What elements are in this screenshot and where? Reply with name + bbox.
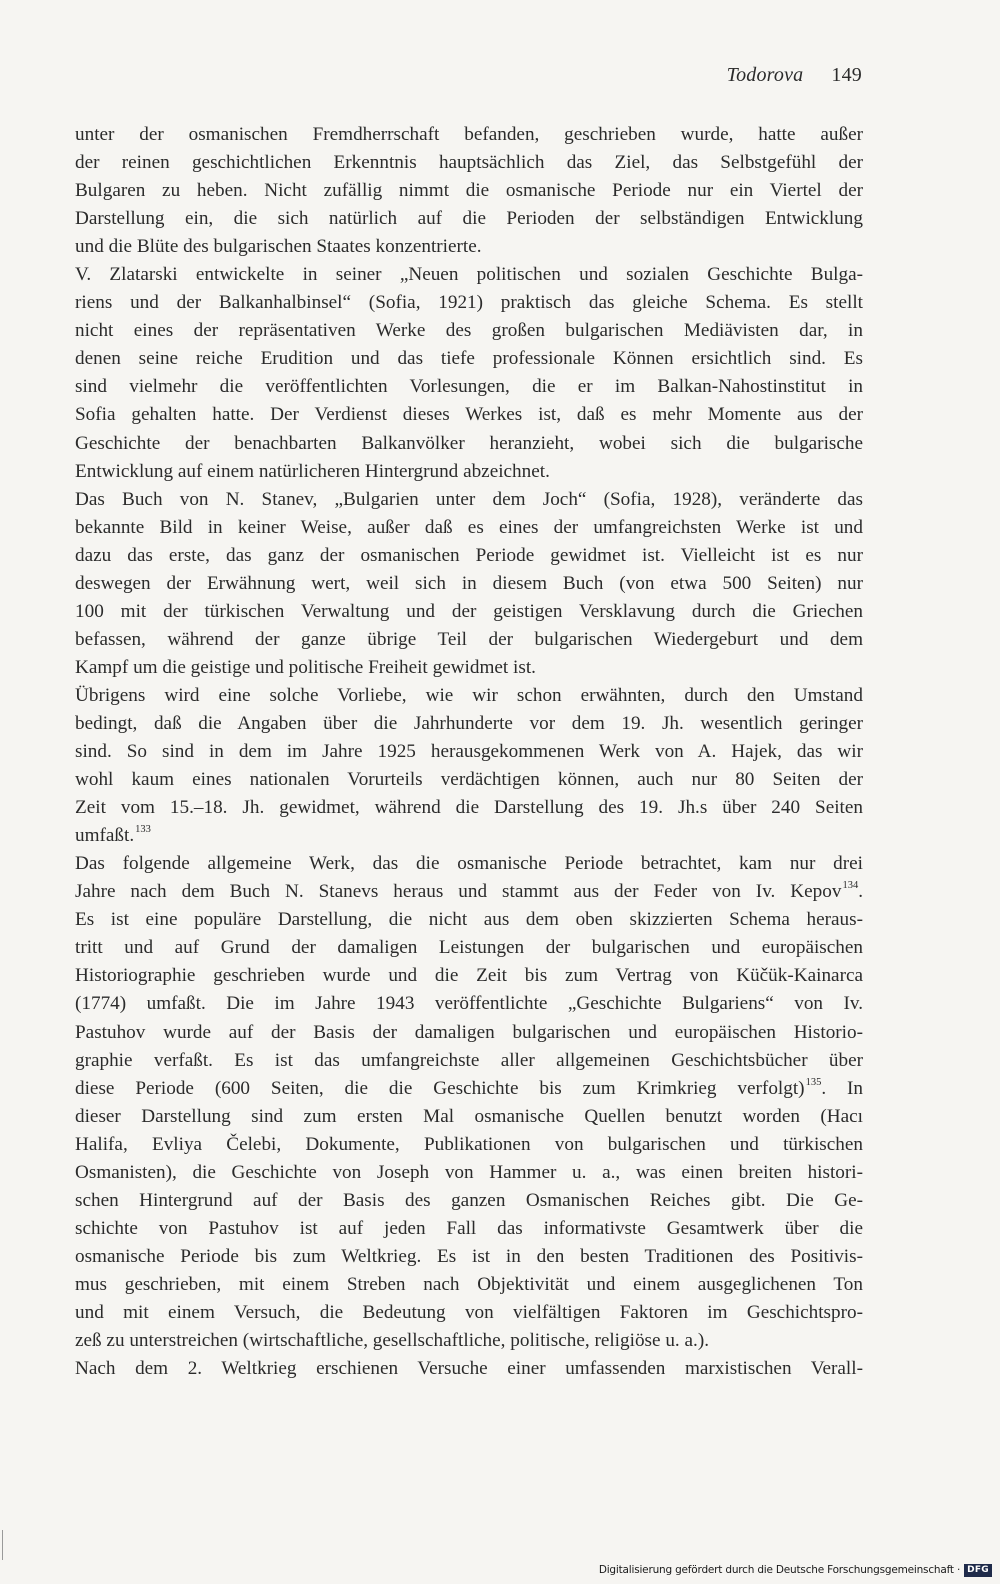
text-line: Es ist eine populäre Darstellung, die nicht aus dem oben skizzierten Schema heraus- bbox=[75, 909, 863, 931]
page-header bbox=[0, 64, 862, 94]
text-line: Sofia gehalten hatte. Der Verdienst dieses Werkes ist, daß es mehr Momente aus der bbox=[75, 404, 863, 426]
text-segment: . bbox=[858, 881, 863, 903]
scan-edge-mark bbox=[2, 1530, 3, 1560]
text-line: Das folgende allgemeine Werk, das die osmanische Periode betrachtet, kam nur drei bbox=[75, 853, 863, 875]
text-line bbox=[75, 1075, 863, 1103]
text-line: V. Zlatarski entwickelte in seiner „Neuen politischen und sozialen Geschichte Bulga- bbox=[75, 264, 863, 286]
text-line: (1774) umfaßt. Die im Jahre 1943 veröffentlichte „Geschichte Bulgariens“ von Iv. bbox=[75, 993, 863, 1015]
text-line: zeß zu unterstreichen (wirtschaftliche, gesellschaftliche, politische, religiöse u. a.). bbox=[75, 1330, 710, 1352]
text-line bbox=[75, 878, 863, 906]
text-line: dieser Darstellung sind zum ersten Mal osmanische Quellen benutzt worden (Hacı bbox=[75, 1105, 863, 1127]
digitization-footer bbox=[599, 1562, 992, 1578]
text-line: nicht eines der repräsentativen Werke des großen bulgarischen Mediävisten dar, in bbox=[75, 320, 863, 342]
text-line: Zeit vom 15.–18. Jh. gewidmet, während die Darstellung des 19. Jh.s über 240 Seiten bbox=[75, 797, 863, 819]
text-line: Historiographie geschrieben wurde und die Zeit bis zum Vertrag von Küčük-Kainarca bbox=[75, 965, 863, 987]
text-line: Geschichte der benachbarten Balkanvölker heranzieht, wobei sich die bulgarische bbox=[75, 432, 863, 454]
text-segment: Jahre nach dem Buch N. Stanevs heraus und stammt aus der Feder von Iv. Kepov bbox=[75, 881, 842, 903]
text-segment: . In bbox=[821, 1077, 863, 1099]
footnote-reference[interactable]: 134 bbox=[842, 880, 859, 892]
text-line: sind vielmehr die veröffentlichten Vorlesungen, die er im Balkan-Nahostinstitut in bbox=[75, 376, 863, 398]
page-number: 149 bbox=[831, 64, 862, 86]
text-line: deswegen der Erwähnung wert, weil sich in diesem Buch (von etwa 500 Seiten) nur bbox=[75, 572, 863, 594]
text-line: der reinen geschichtlichen Erkenntnis hauptsächlich das Ziel, das Selbstgefühl der bbox=[75, 152, 863, 174]
text-line: Nach dem 2. Weltkrieg erschienen Versuche einer umfassenden marxistischen Verall- bbox=[75, 1358, 863, 1380]
paragraph bbox=[75, 121, 863, 261]
text-line: wohl kaum eines nationalen Vorurteils verdächtigen können, auch nur 80 Seiten der bbox=[75, 769, 863, 791]
text-line: befassen, während der ganze übrige Teil der bulgarischen Wiedergeburt und dem bbox=[75, 628, 863, 650]
text-line: Darstellung ein, die sich natürlich auf die Perioden der selbständigen Entwicklung bbox=[75, 208, 863, 230]
text-line: bedingt, daß die Angaben über die Jahrhunderte vor dem 19. Jh. wesentlich geringer bbox=[75, 712, 863, 734]
paragraph bbox=[75, 261, 863, 485]
text-line: graphie verfaßt. Es ist das umfangreichste aller allgemeinen Geschichtsbücher über bbox=[75, 1049, 863, 1071]
text-line: schichte von Pastuhov ist auf jeden Fall das informativste Gesamtwerk über die bbox=[75, 1217, 863, 1239]
digitization-credit: Digitalisierung gefördert durch die Deutsche Forschungsgemeinschaft · bbox=[598, 1564, 961, 1576]
running-title: Todorova bbox=[726, 64, 804, 86]
text-line: bekannte Bild in keiner Weise, außer daß es eines der umfangreichsten Werke ist und bbox=[75, 516, 863, 538]
paragraph bbox=[75, 1355, 863, 1383]
paragraph bbox=[75, 850, 863, 1355]
text-segment: umfaßt. bbox=[75, 825, 135, 847]
text-line: osmanische Periode bis zum Weltkrieg. Es ist in den besten Traditionen des Positivis- bbox=[75, 1245, 863, 1267]
text-line: Entwicklung auf einem natürlicheren Hintergrund abzeichnet. bbox=[75, 460, 550, 482]
text-line: dazu das erste, das ganz der osmanischen Periode gewidmet ist. Vielleicht ist es nur bbox=[75, 544, 863, 566]
text-line: denen seine reiche Erudition und das tiefe professionale Können ersichtlich sind. Es bbox=[75, 348, 863, 370]
footnote-reference[interactable]: 135 bbox=[805, 1076, 822, 1088]
text-line bbox=[75, 822, 863, 850]
text-line: und mit einem Versuch, die Bedeutung von vielfältigen Faktoren im Geschichtspro- bbox=[75, 1301, 863, 1323]
text-line: 100 mit der türkischen Verwaltung und der geistigen Versklavung durch die Griechen bbox=[75, 600, 863, 622]
text-line: schen Hintergrund auf der Basis des ganzen Osmanischen Reiches gibt. Die Ge- bbox=[75, 1189, 863, 1211]
text-segment: diese Periode (600 Seiten, die die Geschichte bis zum Krimkrieg verfolgt) bbox=[75, 1077, 805, 1099]
text-line: unter der osmanischen Fremdherrschaft befanden, geschrieben wurde, hatte außer bbox=[75, 124, 863, 145]
dfg-logo: DFG bbox=[964, 1564, 992, 1577]
text-line: riens und der Balkanhalbinsel“ (Sofia, 1921) praktisch das gleiche Schema. Es stellt bbox=[75, 292, 863, 314]
text-line: Halifa, Evliya Čelebi, Dokumente, Publikationen von bulgarischen und türkischen bbox=[75, 1133, 863, 1155]
paragraph bbox=[75, 486, 863, 682]
text-line: Kampf um die geistige und politische Freiheit gewidmet ist. bbox=[75, 656, 536, 678]
text-line: Das Buch von N. Stanev, „Bulgarien unter dem Joch“ (Sofia, 1928), veränderte das bbox=[75, 488, 863, 510]
text-line: Bulgaren zu heben. Nicht zufällig nimmt die osmanische Periode nur ein Viertel der bbox=[75, 180, 863, 202]
text-line: tritt und auf Grund der damaligen Leistungen der bulgarischen und europäischen bbox=[75, 937, 863, 959]
body-text bbox=[75, 121, 863, 1383]
text-line: Pastuhov wurde auf der Basis der damaligen bulgarischen und europäischen Historio- bbox=[75, 1021, 863, 1043]
text-line: mus geschrieben, mit einem Streben nach Objektivität und einem ausgeglichenen Ton bbox=[75, 1273, 863, 1295]
text-line: Osmanisten), die Geschichte von Joseph von Hammer u. a., was einen breiten histori- bbox=[75, 1161, 863, 1183]
paragraph bbox=[75, 682, 863, 850]
text-line: Übrigens wird eine solche Vorliebe, wie wir schon erwähnten, durch den Umstand bbox=[75, 684, 863, 706]
text-line: und die Blüte des bulgarischen Staates konzentrierte. bbox=[75, 236, 482, 258]
text-line: sind. So sind in dem im Jahre 1925 herausgekommenen Werk von A. Hajek, das wir bbox=[75, 741, 863, 763]
footnote-reference[interactable]: 133 bbox=[135, 824, 151, 836]
